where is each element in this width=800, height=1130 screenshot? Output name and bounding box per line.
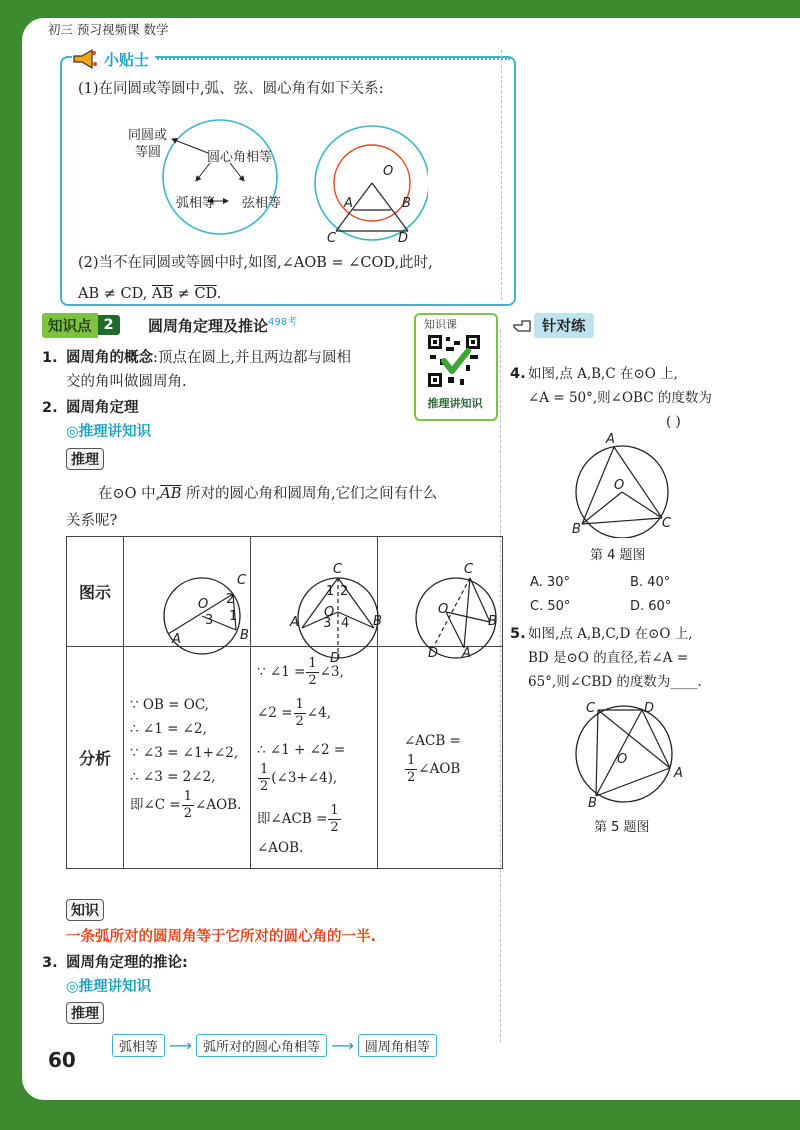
q4-C: C — [662, 516, 672, 531]
t2-O: O — [324, 605, 335, 620]
row-head-figure: 图示 — [67, 537, 124, 647]
t2-n4: 4 — [341, 616, 350, 631]
analysis-2-line-5 — [257, 803, 377, 860]
analysis-3-line-1: ∠ACB = — [404, 733, 461, 749]
arrow-right-icon: ⟶ — [330, 1036, 354, 1055]
tip-item-2-relation — [78, 283, 221, 305]
q4-B: B — [572, 522, 581, 537]
q5-figure — [568, 696, 678, 806]
item-3-number: 3. — [42, 955, 58, 971]
t1-A: A — [172, 632, 181, 647]
fig-label-B: B — [402, 196, 411, 211]
q4-line-1: 如图,点 A,B,C 在⊙O 上, — [528, 366, 678, 382]
t3-A: A — [462, 646, 471, 661]
item-3-head: 圆周角定理的推论: — [66, 955, 188, 971]
analysis-1-line-1: ∵ OB = OC, — [130, 697, 209, 713]
a2-l4-post: (∠3+∠4), — [271, 769, 338, 786]
tip-neq: ≠ — [177, 286, 190, 302]
item-1-body: :顶点在圆上,并且两边都与圆相 — [153, 350, 351, 366]
q4-option-d[interactable]: D. 60° — [630, 599, 672, 614]
a2-l1-pre: ∵ ∠1 = — [257, 663, 306, 680]
q4-option-c[interactable]: C. 50° — [530, 599, 571, 614]
t2-n3: 3 — [323, 616, 332, 631]
t1-C: C — [237, 573, 247, 588]
fraction-half — [405, 753, 417, 786]
t1-n3: 3 — [205, 613, 214, 628]
t1-n2: 2 — [226, 592, 235, 607]
fig-label-D: D — [398, 231, 409, 246]
item-1-number: 1. — [42, 350, 58, 366]
tip-title — [72, 47, 155, 71]
a3-l2-post: ∠AOB — [418, 761, 461, 777]
q5-line-3: 65°,则∠CBD 的度数为____. — [528, 674, 702, 690]
frac-num: 1 — [407, 753, 416, 768]
analysis-1-line-2: ∴ ∠1 = ∠2, — [130, 721, 207, 737]
q5-number: 5. — [510, 626, 526, 642]
item-3-sub: ◎推理讲知识 — [66, 979, 152, 995]
corollary-flow — [112, 1034, 437, 1057]
question-prefix: 在⊙O 中, — [98, 486, 161, 502]
frac-den: 2 — [330, 819, 339, 835]
label-same-circle: 同圆或 — [128, 128, 168, 143]
analysis-cell-2 — [251, 647, 378, 869]
fraction-half — [294, 697, 306, 730]
flow-step-3: 圆周角相等 — [358, 1034, 437, 1057]
item-2-number: 2. — [42, 400, 58, 416]
header-text: 初三 预习视频课 数学 — [48, 22, 169, 37]
a2-l2-pre: ∠2 = — [257, 704, 293, 721]
analysis-1-conclusion-post: ∠AOB. — [195, 797, 242, 813]
analysis-2-line-2 — [257, 697, 377, 730]
tip-period: . — [216, 286, 222, 302]
knowledge-tag: 知识 — [66, 899, 104, 921]
exam-count: 498考 — [268, 317, 298, 328]
page-number: 60 — [48, 1048, 76, 1072]
frac-den: 2 — [407, 770, 416, 785]
question-suffix: 所对的圆心角和圆周角,它们之间有什么 — [186, 486, 438, 502]
pointing-hand-icon — [512, 317, 532, 335]
frac-num: 1 — [295, 696, 304, 712]
theorem-statement: 一条弧所对的圆周角等于它所对的圆心角的一半. — [66, 929, 377, 945]
fig-label-O: O — [383, 164, 394, 179]
qr-footer: 推理讲知识 — [427, 397, 483, 410]
a2-l1-post: ∠3, — [319, 663, 344, 680]
t3-B: B — [488, 614, 497, 629]
analysis-cell-3 — [378, 647, 503, 869]
q5-B: B — [588, 796, 597, 811]
t1-B: B — [240, 628, 249, 643]
frac-num: 1 — [183, 789, 193, 804]
q4-number: 4. — [510, 366, 526, 382]
fraction-half — [258, 762, 270, 795]
practice-badge-text: 针对练 — [534, 313, 594, 338]
q4-option-b[interactable]: B. 40° — [630, 575, 671, 590]
analysis-1-line-4: ∴ ∠3 = 2∠2, — [130, 769, 216, 785]
label-arc-equal: 弧相等 — [176, 196, 216, 211]
frac-num: 1 — [260, 761, 269, 777]
q5-D: D — [644, 701, 655, 716]
item-1-text — [66, 347, 351, 369]
q4-A: A — [606, 432, 615, 447]
tip-arc-cd: $\overline{CD}$ — [194, 286, 217, 302]
flow-step-1: 弧相等 — [112, 1034, 165, 1057]
label-equal-circle: 等圆 — [135, 145, 162, 160]
analysis-3-line-2 — [404, 753, 502, 786]
question-arc: $\overline{AB}$ — [160, 486, 182, 502]
t2-C: C — [333, 562, 343, 577]
t2-n2: 2 — [340, 584, 349, 599]
analysis-2-line-4 — [257, 762, 377, 795]
fig-label-A: A — [344, 196, 353, 211]
q4-line-2: ∠A = 50°,则∠OBC 的度数为 — [528, 390, 712, 406]
q5-C: C — [586, 701, 596, 716]
tip-chord-relation: AB ≠ CD, — [78, 286, 148, 302]
reason-tag: 推理 — [66, 448, 104, 470]
megaphone-icon — [72, 47, 100, 71]
frac-num: 1 — [330, 802, 339, 818]
item-1-head: 圆周角的概念 — [66, 350, 153, 366]
qr-code-icon[interactable] — [426, 333, 482, 389]
t3-D: D — [428, 646, 439, 661]
column-divider-top — [501, 50, 502, 300]
frac-den: 2 — [308, 672, 317, 688]
t2-A: A — [290, 615, 299, 630]
t2-B: B — [373, 614, 382, 629]
label-central-angle-equal: 圆心角相等 — [207, 150, 273, 165]
reason-tag-2: 推理 — [66, 1002, 104, 1024]
knowledge-badge-number: 2 — [98, 315, 120, 335]
tip-arc-ab: $\overline{AB}$ — [151, 286, 174, 302]
concentric-circles-figure — [308, 118, 428, 248]
analysis-1-line-5 — [130, 789, 250, 822]
item-2-sub: ◎推理讲知识 — [66, 424, 152, 440]
row-head-analysis: 分析 — [67, 647, 124, 869]
q4-option-a[interactable]: A. 30° — [530, 575, 570, 590]
q4-O: O — [614, 478, 625, 493]
t1-n1: 1 — [229, 609, 238, 624]
t2-n1: 1 — [326, 584, 335, 599]
tip-title-text: 小贴士 — [104, 50, 150, 69]
q4-caption: 第 4 题图 — [590, 548, 646, 563]
a2-l5-pre: 即∠ACB = — [257, 810, 328, 827]
analysis-1-line-3: ∵ ∠3 = ∠1+∠2, — [130, 745, 239, 761]
q5-line-2: BD 是⊙O 的直径,若∠A = — [528, 650, 689, 666]
analysis-1-conclusion-pre: 即∠C = — [130, 797, 181, 813]
q5-O: O — [617, 752, 628, 767]
knowledge-badge-label: 知识点 — [42, 313, 98, 338]
fig-label-C: C — [327, 231, 337, 246]
item-2-head: 圆周角定理 — [66, 400, 139, 416]
q5-A: A — [674, 766, 683, 781]
frac-den: 2 — [260, 778, 269, 794]
flow-step-2: 弧所对的圆心角相等 — [196, 1034, 327, 1057]
knowledge-title-text: 圆周角定理及推论 — [148, 317, 269, 335]
label-chord-equal: 弦相等 — [242, 196, 282, 211]
fraction-half — [182, 789, 194, 822]
knowledge-badge — [42, 313, 120, 337]
q5-caption: 第 5 题图 — [594, 820, 650, 835]
practice-badge — [512, 313, 594, 338]
q5-line-1: 如图,点 A,B,C,D 在⊙O 上, — [528, 626, 693, 642]
t1-O: O — [198, 597, 209, 612]
analysis-2-line-3: ∴ ∠1 + ∠2 = — [257, 741, 346, 758]
analysis-cell-1 — [124, 647, 251, 869]
a2-l5-post: ∠AOB. — [257, 839, 304, 856]
t2-D: D — [330, 651, 341, 666]
question-line-1 — [98, 483, 437, 505]
knowledge-title — [148, 313, 297, 336]
tip-title-rule — [150, 58, 510, 60]
question-line-2: 关系呢? — [66, 513, 118, 529]
arrow-right-icon: ⟶ — [169, 1036, 192, 1055]
tip-item-2: (2)当不在同圆或等圆中时,如图,∠AOB = ∠COD,此时, — [78, 255, 433, 271]
tip-item-1: (1)在同圆或等圆中,弧、弦、圆心角有如下关系: — [78, 81, 384, 97]
t3-C: C — [464, 562, 474, 577]
qr-label: 知识课 — [424, 318, 457, 331]
t3-O: O — [438, 602, 449, 617]
frac-den: 2 — [183, 806, 193, 821]
q4-answer-paren: ( ) — [666, 414, 681, 430]
a2-l2-post: ∠4, — [306, 704, 331, 721]
fraction-half — [328, 803, 340, 836]
frac-num: 1 — [308, 655, 317, 671]
frac-den: 2 — [295, 713, 304, 729]
item-1-text-2: 交的角叫做圆周角. — [66, 374, 187, 390]
